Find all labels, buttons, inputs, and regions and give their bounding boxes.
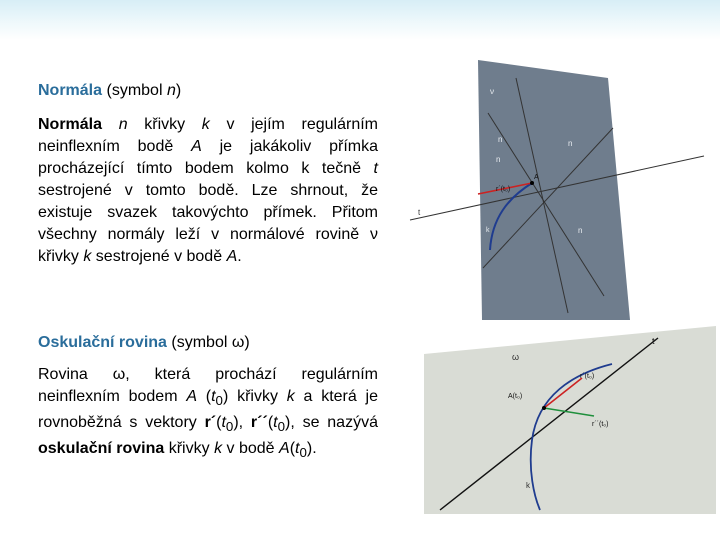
osculating-title: Oskulační rovina — [38, 334, 167, 351]
label-A: A — [534, 174, 539, 181]
label-k2: k — [526, 481, 530, 490]
normal-plane-figure — [408, 58, 708, 320]
header-band — [0, 0, 720, 40]
label-nu: ν — [490, 87, 494, 96]
normal-symbol-note: (symbol n) — [106, 82, 182, 99]
label-r2: r´´(t₀) — [592, 421, 609, 428]
label-r1: r´(t₀) — [580, 373, 595, 380]
osculating-definition: Rovina ω, která prochází regulárním neinflexním bodem A $(t_0)$ křivky k a která je rovnoběžná s vektory $r´(t_0)$, $r´´(t_0)$, se nazývá oskulační rovina křivky k v bodě $A(t_0)$. — [38, 366, 379, 461]
osculating-section — [38, 332, 378, 465]
label-t2: t — [652, 336, 655, 346]
label-k: k — [486, 227, 490, 234]
label-n4: n — [578, 226, 583, 235]
label-r: r´(t₀) — [496, 186, 511, 193]
normal-definition: Normála n křivky k v jejím regulárním neinflexním bodě A je jakákoliv přímka procházející tímto bodem kolmo k tečně t sestrojené v tomto bodě. Lze shrnout, že existuje svazek takovýchto přímek. Přitom všechny normály leží v normálové rovině ν křivky k sestrojené v bodě A. — [38, 116, 379, 265]
normal-section — [38, 80, 378, 268]
label-n3: n — [568, 139, 573, 148]
label-omega: ω — [512, 352, 520, 362]
normal-heading — [38, 80, 378, 102]
label-n1: n — [498, 135, 503, 144]
label-A2: A(t₀) — [508, 393, 523, 400]
osculating-heading — [38, 332, 378, 354]
normal-title: Normála — [38, 82, 103, 99]
label-t: t — [418, 208, 421, 217]
osculating-symbol-note: (symbol ω) — [171, 334, 250, 351]
osculating-plane — [424, 326, 716, 514]
osculating-plane-figure — [422, 320, 718, 516]
label-n2: n — [496, 155, 501, 164]
